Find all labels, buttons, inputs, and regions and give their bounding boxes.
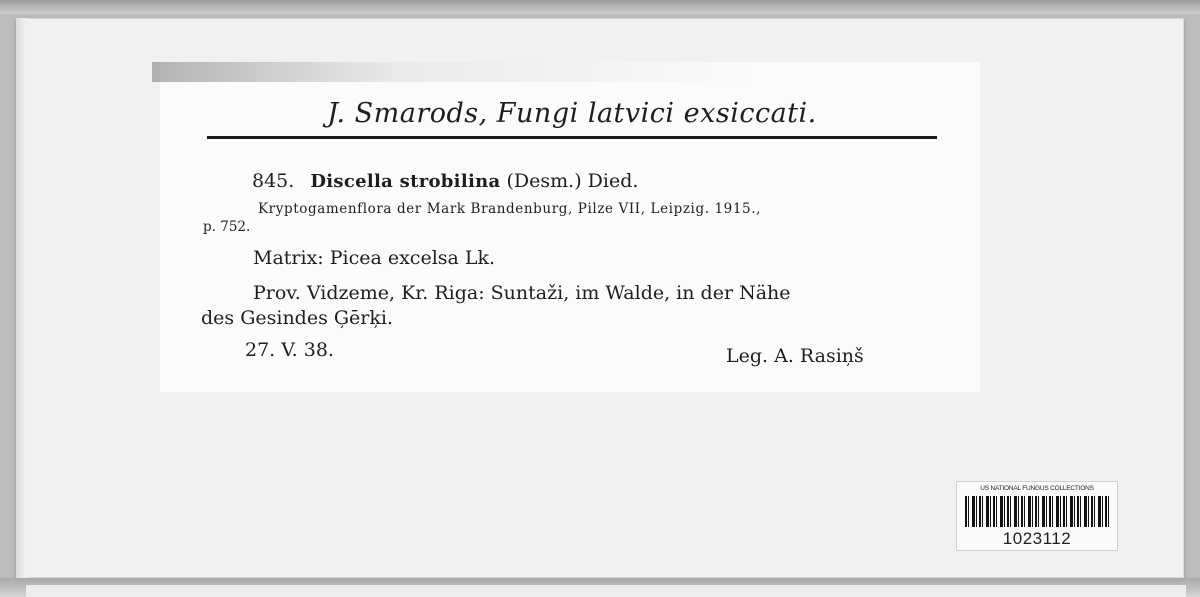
barcode-icon — [965, 496, 1109, 527]
locality-line-2: des Gesindes Ģērķi. — [201, 307, 394, 329]
title-rule — [207, 136, 937, 139]
species-line — [252, 170, 638, 192]
background-sheet-top — [0, 0, 1200, 14]
reference-line-1: Kryptogamenflora der Mark Brandenburg, Pilze VII, Leipzig. 1915., — [258, 201, 762, 217]
packet-edge — [16, 18, 26, 578]
species-authority: (Desm.) Died. — [506, 170, 639, 192]
exsiccata-number: 845. — [252, 170, 295, 192]
barcode-institution: US NATIONAL FUNGUS COLLECTIONS — [980, 485, 1094, 492]
barcode-number: 1023112 — [1002, 529, 1072, 548]
collector: Leg. A. Rasiņš — [726, 345, 864, 367]
species-name: Discella strobilina — [310, 171, 501, 192]
lower-sheet — [26, 585, 1186, 597]
label-tape-shadow — [152, 62, 752, 82]
label-title: J. Smarods, Fungi latvici exsiccati. — [327, 98, 817, 129]
locality-line-1: Prov. Vidzeme, Kr. Riga: Suntaži, im Walde, in der Nähe — [253, 282, 791, 304]
collection-date: 27. V. 38. — [245, 339, 334, 361]
reference-line-2: p. 752. — [203, 219, 251, 235]
matrix-line: Matrix: Picea excelsa Lk. — [253, 247, 496, 269]
barcode-label — [956, 481, 1118, 551]
